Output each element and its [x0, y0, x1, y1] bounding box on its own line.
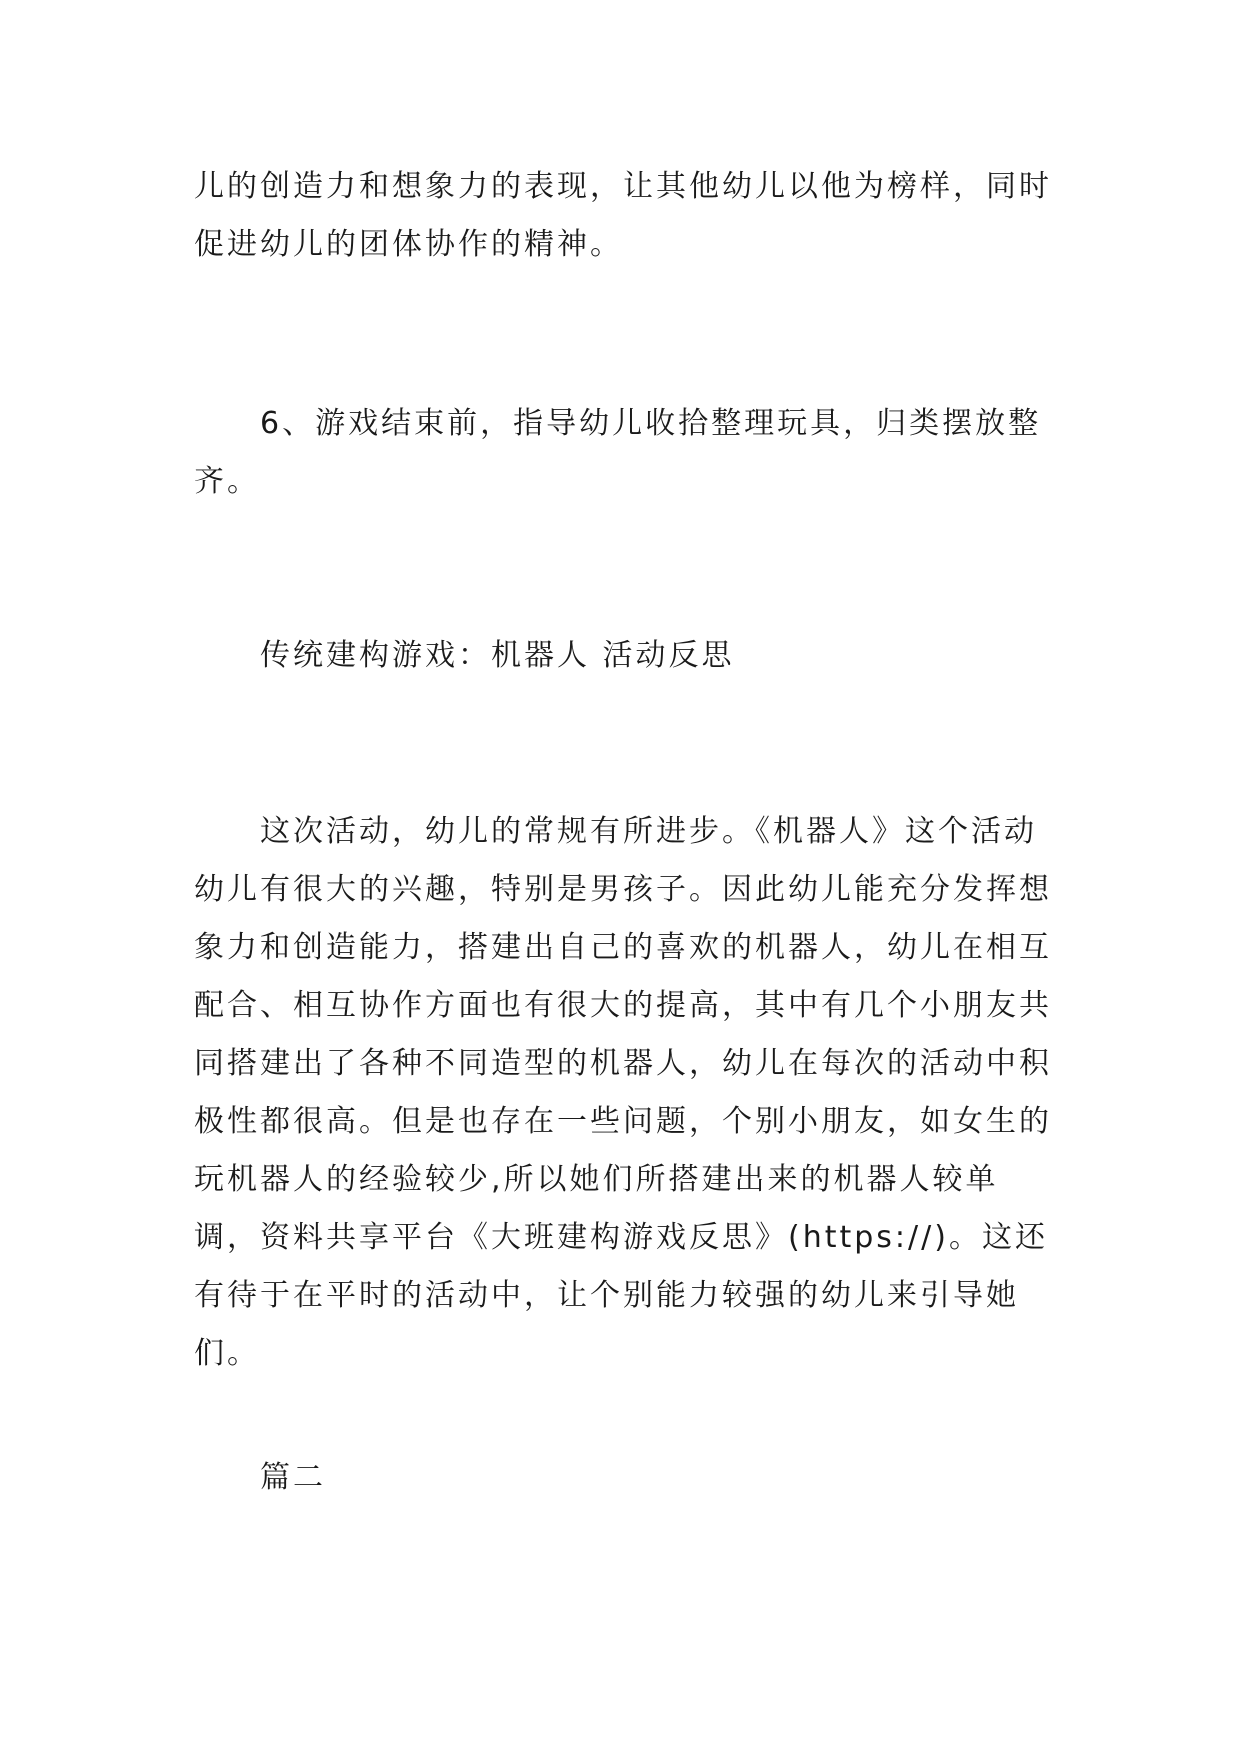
- section-heading: 传统建构游戏：机器人 活动反思: [260, 638, 735, 673]
- part-heading: 篇二: [260, 1460, 326, 1495]
- paragraph-continuation: 儿的创造力和想象力的表现，让其他幼儿以他为榜样，同时促进幼儿的团体协作的精神。: [194, 169, 1052, 262]
- paragraph-reflection: 这次活动，幼儿的常规有所进步。《机器人》这个活动幼儿有很大的兴趣，特别是男孩子。因此幼儿能充分发挥想象力和创造能力，搭建出自己的喜欢的机器人，幼儿在相互配合、相互协作方面也有很大的提高，其中有几个小朋友共同搭建出了各种不同造型的机器人，幼儿在每次的活动中积极性都很高。但是也存在一些问题，个别小朋友，如女生的玩机器人的经验较少,所以她们所搭建出来的机器人较单调，资料共享平台《大班建构游戏反思》(https://)。这还有待于在平时的活动中，让个别能力较强的幼儿来引导她们。: [194, 814, 1052, 1371]
- paragraph-step-6: 6、游戏结束前，指导幼儿收拾整理玩具，归类摆放整齐。: [194, 406, 1042, 499]
